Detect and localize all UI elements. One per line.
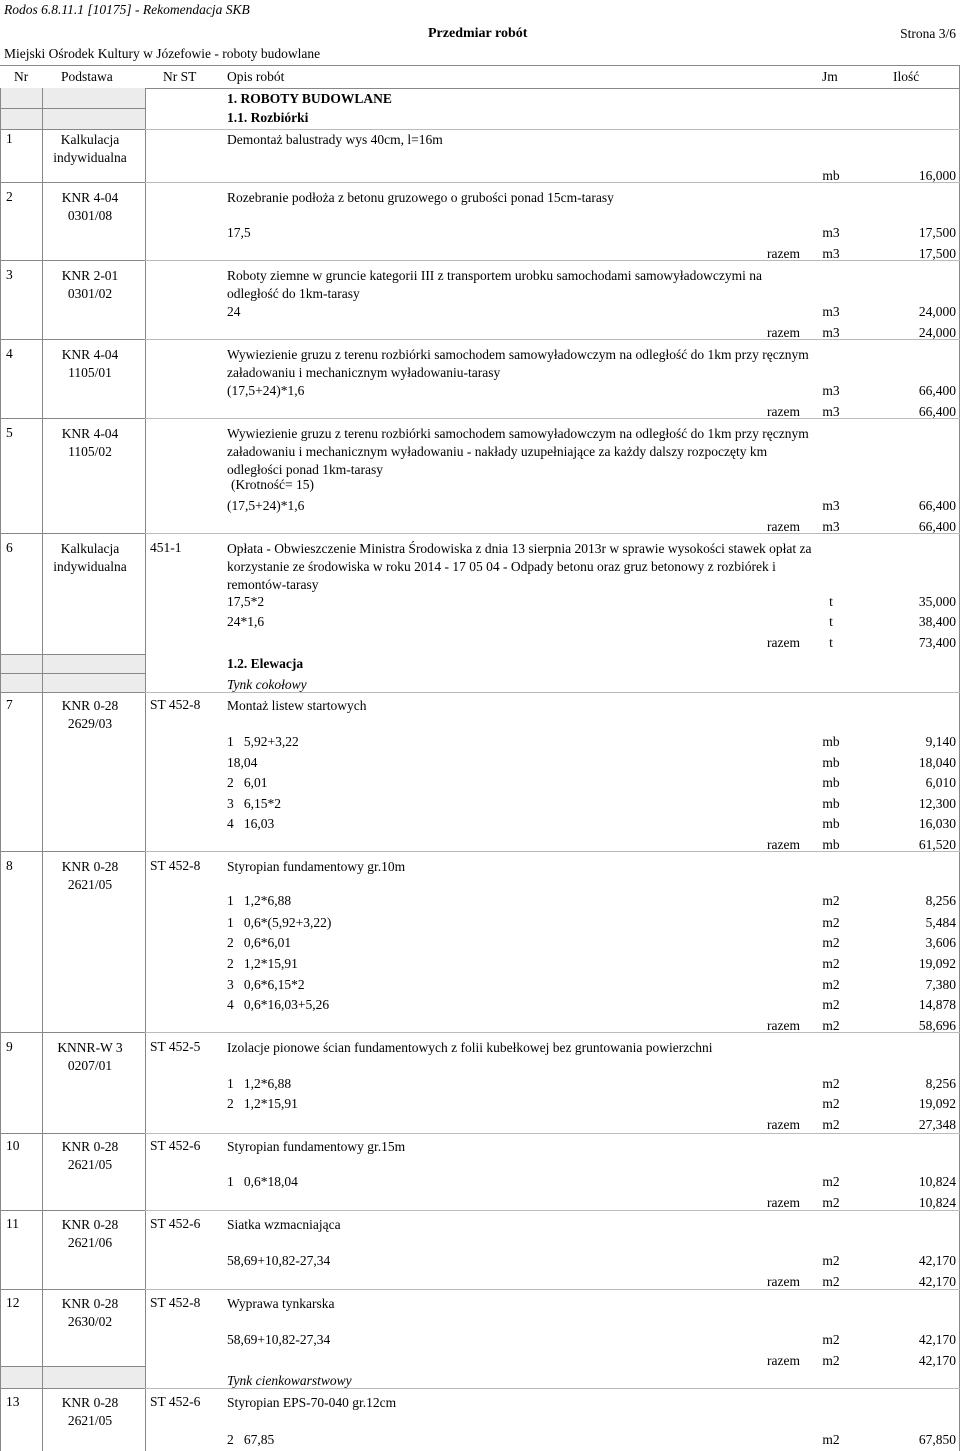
quantity-value: 42,170 — [918, 1253, 956, 1268]
item-description: Demontaż balustrady wys 40cm, l=16m — [227, 132, 443, 147]
unit: m3 — [822, 404, 840, 419]
quantity-value: 3,606 — [925, 935, 956, 950]
item-basis: Kalkulacja indywidualna — [53, 132, 127, 165]
row-divider — [0, 654, 145, 655]
unit: m3 — [822, 383, 840, 398]
item-number: 1 — [6, 131, 13, 146]
quantity-value: 18,040 — [918, 755, 956, 770]
quantity-line — [0, 914, 960, 932]
quantity-line — [0, 518, 960, 536]
quantity-line — [0, 1431, 960, 1449]
unit: mb — [822, 734, 840, 749]
measurement-expression: 2 67,85 — [227, 1432, 275, 1447]
measurement-expression: 17,5*2 — [227, 594, 265, 609]
item-description: Opłata - Obwieszczenie Ministra Środowiska z dnia 13 sierpnia 2013r w sprawie wysokości stawek opłat za korzystanie ze środowiska w roku 2014 - 17 05 04 - Odpady betonu oraz gruz betonowy z rozbiórek i remontów-tarasy — [227, 541, 812, 592]
row-divider — [0, 1388, 145, 1389]
quantity-value: 58,696 — [918, 1018, 956, 1033]
item-description: Rozebranie podłoża z betonu gruzowego o grubości ponad 15cm-tarasy — [227, 190, 614, 205]
unit: mb — [822, 775, 840, 790]
row-divider — [0, 673, 145, 674]
unit: t — [829, 594, 833, 609]
item-description: Styropian fundamentowy gr.10m — [227, 859, 406, 874]
item-description: Wyprawa tynkarska — [227, 1296, 335, 1311]
quantity-line — [0, 324, 960, 342]
group-title: Tynk cienkowarstwowy — [227, 1373, 352, 1388]
quantity-line — [0, 497, 960, 515]
quantity-line — [0, 1331, 960, 1349]
quantity-value: 8,256 — [925, 1076, 956, 1091]
col-jm: Jm — [822, 69, 838, 84]
quantity-value: 14,878 — [918, 997, 956, 1012]
unit: mb — [822, 816, 840, 831]
quantity-line — [0, 613, 960, 631]
total-label: razem — [767, 837, 800, 852]
quantity-line — [0, 976, 960, 994]
measurement-expression: 4 0,6*16,03+5,26 — [227, 997, 330, 1012]
quantity-line — [0, 382, 960, 400]
quantity-line — [0, 836, 960, 854]
col-podstawa: Podstawa — [61, 69, 113, 84]
item-basis: KNR 0-28 2629/03 — [61, 698, 119, 731]
quantity-value: 24,000 — [918, 304, 956, 319]
quantity-line — [0, 815, 960, 833]
measurement-expression: 18,04 — [227, 755, 258, 770]
unit: m2 — [822, 1353, 840, 1368]
quantity-value: 73,400 — [918, 635, 956, 650]
app-title: Rodos 6.8.11.1 [10175] - Rekomendacja SKB — [4, 2, 250, 17]
item-basis: KNR 0-28 2621/05 — [61, 1139, 119, 1172]
unit: m2 — [822, 1096, 840, 1111]
unit: m2 — [822, 1174, 840, 1189]
multiplier-note: (Krotność= 15) — [231, 477, 314, 492]
unit: m2 — [822, 977, 840, 992]
total-label: razem — [767, 519, 800, 534]
item-basis: KNR 4-04 0301/08 — [61, 190, 119, 223]
item-spec-code: ST 452-5 — [150, 1039, 201, 1054]
item-description: Izolacje pionowe ścian fundamentowych z folii kubełkowej bez gruntowania powierzchni — [227, 1040, 713, 1055]
quantity-line — [0, 1352, 960, 1370]
item-spec-code: ST 452-8 — [150, 697, 201, 712]
total-label: razem — [767, 1195, 800, 1210]
measurement-expression: 1 1,2*6,88 — [227, 893, 292, 908]
total-label: razem — [767, 635, 800, 650]
item-description: Montaż listew startowych — [227, 698, 367, 713]
measurement-expression: 1 1,2*6,88 — [227, 1076, 292, 1091]
unit: m3 — [822, 225, 840, 240]
unit: m2 — [822, 997, 840, 1012]
quantity-value: 61,520 — [918, 837, 956, 852]
unit: m3 — [822, 519, 840, 534]
unit: m2 — [822, 935, 840, 950]
measurement-expression: 1 5,92+3,22 — [227, 734, 299, 749]
unit: m3 — [822, 498, 840, 513]
measurement-expression: 2 0,6*6,01 — [227, 935, 292, 950]
unit: m2 — [822, 1076, 840, 1091]
quantity-line — [0, 1273, 960, 1291]
measurement-expression: (17,5+24)*1,6 — [227, 498, 305, 513]
item-number: 6 — [6, 540, 13, 555]
quantity-line — [0, 1173, 960, 1191]
unit: t — [829, 635, 833, 650]
item-basis: KNR 4-04 1105/01 — [61, 347, 119, 380]
table-top-border — [0, 65, 960, 66]
quantity-value: 19,092 — [918, 956, 956, 971]
item-spec-code: 451-1 — [150, 540, 182, 555]
measurement-expression: 3 6,15*2 — [227, 796, 281, 811]
quantity-line — [0, 774, 960, 792]
quantity-line — [0, 1017, 960, 1035]
item-spec-code: ST 452-6 — [150, 1394, 201, 1409]
quantity-line — [0, 955, 960, 973]
quantity-line — [0, 593, 960, 611]
item-spec-code: ST 452-8 — [150, 858, 201, 873]
quantity-value: 10,824 — [918, 1174, 956, 1189]
quantity-line — [0, 1116, 960, 1134]
quantity-value: 6,010 — [925, 775, 956, 790]
item-basis: KNR 0-28 2630/02 — [61, 1296, 119, 1329]
unit: m3 — [822, 246, 840, 261]
unit: t — [829, 614, 833, 629]
item-number: 11 — [6, 1216, 19, 1231]
item-spec-code: ST 452-6 — [150, 1216, 201, 1231]
row-divider — [0, 108, 145, 109]
measurement-expression: 24*1,6 — [227, 614, 265, 629]
unit: m2 — [822, 893, 840, 908]
unit: mb — [822, 837, 840, 852]
quantity-value: 35,000 — [918, 594, 956, 609]
unit: m2 — [822, 1332, 840, 1347]
quantity-value: 8,256 — [925, 893, 956, 908]
item-basis: Kalkulacja indywidualna — [53, 541, 127, 574]
unit: m2 — [822, 1253, 840, 1268]
unit: m2 — [822, 1195, 840, 1210]
quantity-line — [0, 303, 960, 321]
item-basis: KNR 2-01 0301/02 — [61, 268, 119, 301]
measurement-expression: 1 0,6*(5,92+3,22) — [227, 915, 332, 930]
quantity-value: 16,030 — [918, 816, 956, 831]
item-basis: KNR 0-28 2621/06 — [61, 1217, 119, 1250]
quantity-line — [0, 1194, 960, 1212]
item-number: 9 — [6, 1039, 13, 1054]
item-description: Siatka wzmacniająca — [227, 1217, 341, 1232]
unit: mb — [822, 796, 840, 811]
subsection-title: 1.2. Elewacja — [227, 656, 304, 671]
quantity-value: 17,500 — [918, 225, 956, 240]
total-label: razem — [767, 1117, 800, 1132]
row-divider — [0, 129, 145, 130]
quantity-value: 27,348 — [918, 1117, 956, 1132]
total-label: razem — [767, 1274, 800, 1289]
quantity-line — [0, 167, 960, 185]
section-title: 1. ROBOTY BUDOWLANE — [227, 91, 392, 106]
measurement-expression: 2 1,2*15,91 — [227, 1096, 298, 1111]
unit: mb — [822, 168, 840, 183]
group-title: Tynk cokołowy — [227, 677, 307, 692]
item-description: Wywiezienie gruzu z terenu rozbiórki samochodem samowyładowczym na odległość do 1km przy ręcznym załadowaniu i mechanicznym wyładowaniu - nakłady uzupełniające za każdy dalszy rozpoczęty km odległości ponad 1km-tarasy — [227, 426, 809, 477]
quantity-value: 66,400 — [918, 519, 956, 534]
unit: m2 — [822, 1117, 840, 1132]
col-nr: Nr — [14, 69, 29, 84]
quantity-value: 42,170 — [918, 1353, 956, 1368]
item-number: 3 — [6, 267, 13, 282]
unit: m3 — [822, 304, 840, 319]
item-number: 5 — [6, 425, 13, 440]
document-title: Przedmiar robót — [428, 26, 528, 41]
row-divider — [145, 129, 960, 130]
quantity-line — [0, 224, 960, 242]
quantity-value: 67,850 — [918, 1432, 956, 1447]
project-name: Miejski Ośrodek Kultury w Józefowie - roboty budowlane — [4, 46, 321, 61]
quantity-value: 9,140 — [925, 734, 956, 749]
unit: m2 — [822, 1018, 840, 1033]
measurement-expression: 24 — [227, 304, 241, 319]
quantity-value: 7,380 — [925, 977, 956, 992]
item-number: 12 — [6, 1295, 20, 1310]
quantity-value: 42,170 — [918, 1274, 956, 1289]
unit: mb — [822, 755, 840, 770]
total-label: razem — [767, 1353, 800, 1368]
quantity-line — [0, 934, 960, 952]
item-description: Styropian EPS-70-040 gr.12cm — [227, 1395, 397, 1410]
quantity-value: 10,824 — [918, 1195, 956, 1210]
quantity-value: 24,000 — [918, 325, 956, 340]
measurement-expression: (17,5+24)*1,6 — [227, 383, 305, 398]
subsection-title: 1.1. Rozbiórki — [227, 110, 309, 125]
quantity-value: 66,400 — [918, 404, 956, 419]
quantity-line — [0, 245, 960, 263]
quantity-line — [0, 892, 960, 910]
col-nr-st: Nr ST — [163, 69, 197, 84]
item-basis: KNR 0-28 2621/05 — [61, 859, 119, 892]
quantity-value: 42,170 — [918, 1332, 956, 1347]
quantity-value: 12,300 — [918, 796, 956, 811]
quantity-value: 66,400 — [918, 383, 956, 398]
quantity-line — [0, 733, 960, 751]
measurement-expression: 17,5 — [227, 225, 251, 240]
col-opis: Opis robót — [227, 69, 285, 84]
quantity-value: 19,092 — [918, 1096, 956, 1111]
item-description: Wywiezienie gruzu z terenu rozbiórki samochodem samowyładowczym na odległość do 1km przy ręcznym załadowaniu i mechanicznym wyładowaniu-tarasy — [227, 347, 809, 380]
quantity-line — [0, 996, 960, 1014]
col-ilosc: Ilość — [893, 69, 920, 84]
item-spec-code: ST 452-6 — [150, 1138, 201, 1153]
measurement-expression: 2 6,01 — [227, 775, 268, 790]
quantity-value: 38,400 — [918, 614, 956, 629]
item-spec-code: ST 452-8 — [150, 1295, 201, 1310]
total-label: razem — [767, 246, 800, 261]
measurement-expression: 58,69+10,82-27,34 — [227, 1253, 331, 1268]
measurement-expression: 1 0,6*18,04 — [227, 1174, 298, 1189]
measurement-expression: 58,69+10,82-27,34 — [227, 1332, 331, 1347]
item-number: 2 — [6, 189, 13, 204]
quantity-line — [0, 754, 960, 772]
item-basis: KNR 4-04 1105/02 — [61, 426, 119, 459]
unit: m2 — [822, 956, 840, 971]
item-basis: KNR 0-28 2621/05 — [61, 1395, 119, 1428]
total-label: razem — [767, 325, 800, 340]
total-label: razem — [767, 1018, 800, 1033]
item-number: 7 — [6, 697, 13, 712]
quantity-line — [0, 634, 960, 652]
quantity-line — [0, 1095, 960, 1113]
item-basis: KNNR-W 3 0207/01 — [57, 1040, 123, 1073]
item-number: 10 — [6, 1138, 20, 1153]
measurement-expression: 4 16,03 — [227, 816, 275, 831]
unit: m2 — [822, 1274, 840, 1289]
quantity-line — [0, 795, 960, 813]
item-description: Roboty ziemne w gruncie kategorii III z transportem urobku samochodami samowyładowczymi na odległość do 1km-tarasy — [227, 268, 762, 301]
measurement-expression: 3 0,6*6,15*2 — [227, 977, 305, 992]
quantity-value: 5,484 — [925, 915, 956, 930]
unit: m2 — [822, 915, 840, 930]
item-number: 8 — [6, 858, 13, 873]
row-divider — [0, 692, 145, 693]
total-label: razem — [767, 404, 800, 419]
unit: m2 — [822, 1432, 840, 1447]
quantity-line — [0, 1252, 960, 1270]
quantity-value: 16,000 — [918, 168, 956, 183]
quantity-line — [0, 1075, 960, 1093]
quantity-value: 66,400 — [918, 498, 956, 513]
page-number: Strona 3/6 — [900, 26, 956, 41]
quantity-line — [0, 403, 960, 421]
item-number: 4 — [6, 346, 13, 361]
unit: m3 — [822, 325, 840, 340]
quantity-value: 17,500 — [918, 246, 956, 261]
item-description: Styropian fundamentowy gr.15m — [227, 1139, 406, 1154]
measurement-expression: 2 1,2*15,91 — [227, 956, 298, 971]
item-number: 13 — [6, 1394, 20, 1409]
